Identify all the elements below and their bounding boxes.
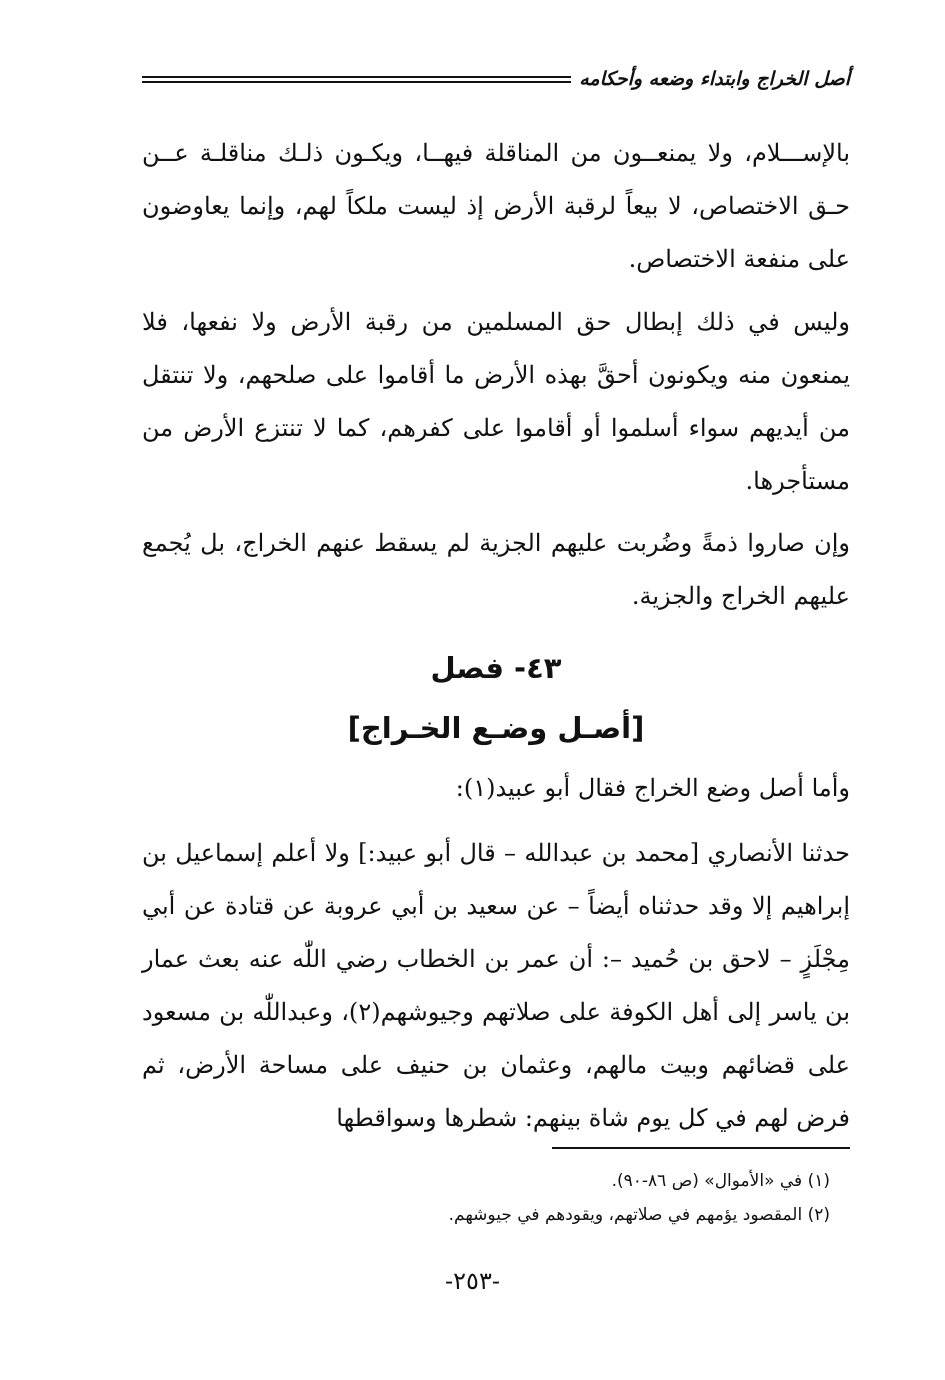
paragraph-text: بالإســـلام، ولا يمنعــون من المناقلة فيهــا، ويكـون ذلـك مناقلـة عــن حـق الاختصاص، لا بيعاً لرقبة الأرض إذ ليست ملكاً لهم، وإنما يعاوضون على منفعة الاختصاص. (142, 139, 850, 273)
section-subtitle: [أصـل وضـع الخـراج] (347, 711, 645, 745)
page-number: -٢٥٣- (445, 1267, 500, 1295)
footnotes (142, 1164, 850, 1232)
hadith-paragraph (142, 827, 850, 1145)
header-rule-bottom (142, 81, 577, 83)
paragraph-2 (142, 296, 850, 508)
running-header (142, 66, 850, 96)
header-title: أصل الخراج وابتداء وضعه وأحكامه (571, 66, 850, 92)
section-number-title: ٤٣- فصل (430, 651, 562, 685)
paragraph-3 (142, 517, 850, 623)
paragraph-text: حدثنا الأنصاري [محمد بن عبدالله – قال أبو عبيد:] ولا أعلم إسماعيل بن إبراهيم إلا وقد حدثناه أيضاً – عن سعيد بن أبي عروبة عن قتادة عن أبي مِجْلَزٍ – لاحق بن حُميد –: أن عمر بن الخطاب رضي اللّٰه عنه بعث عمار بن ياسر إلى أهل الكوفة على صلاتهم وجيوشهم(٢)، وعبداللّٰه بن مسعود على قضائهم وبيت مالهم، وعثمان بن حنيف على مساحة الأرض، ثم فرض لهم في كل يوم شاة بينهم: شطرها وسواقطها (142, 839, 850, 1132)
paragraph-text: وإن صاروا ذمةً وضُربت عليهم الجزية لم يسقط عنهم الخراج، بل يُجمع عليهم الخراج والجزية. (142, 529, 850, 610)
header-rule-top (142, 76, 577, 78)
paragraph-text: وأما أصل وضع الخراج فقال أبو عبيد(١): (455, 774, 850, 802)
intro-line (142, 762, 850, 815)
footnote-1: (١) في «الأموال» (ص ٨٦-٩٠). (611, 1171, 830, 1191)
paragraph-text: وليس في ذلك إبطال حق المسلمين من رقبة الأرض ولا نفعها، فلا يمنعون منه ويكونون أحقَّ بهذه الأرض ما أقاموا على صلحهم، ولا تنتقل من أيديهم سواء أسلموا أو أقاموا على كفرهم، كما لا تنتزع الأرض من مستأجرها. (142, 308, 850, 495)
footnote-2: (٢) المقصود يؤمهم في صلاتهم، ويقودهم في جيوشهم. (448, 1205, 830, 1225)
paragraph-1 (142, 127, 850, 286)
footnote-separator (552, 1147, 850, 1149)
